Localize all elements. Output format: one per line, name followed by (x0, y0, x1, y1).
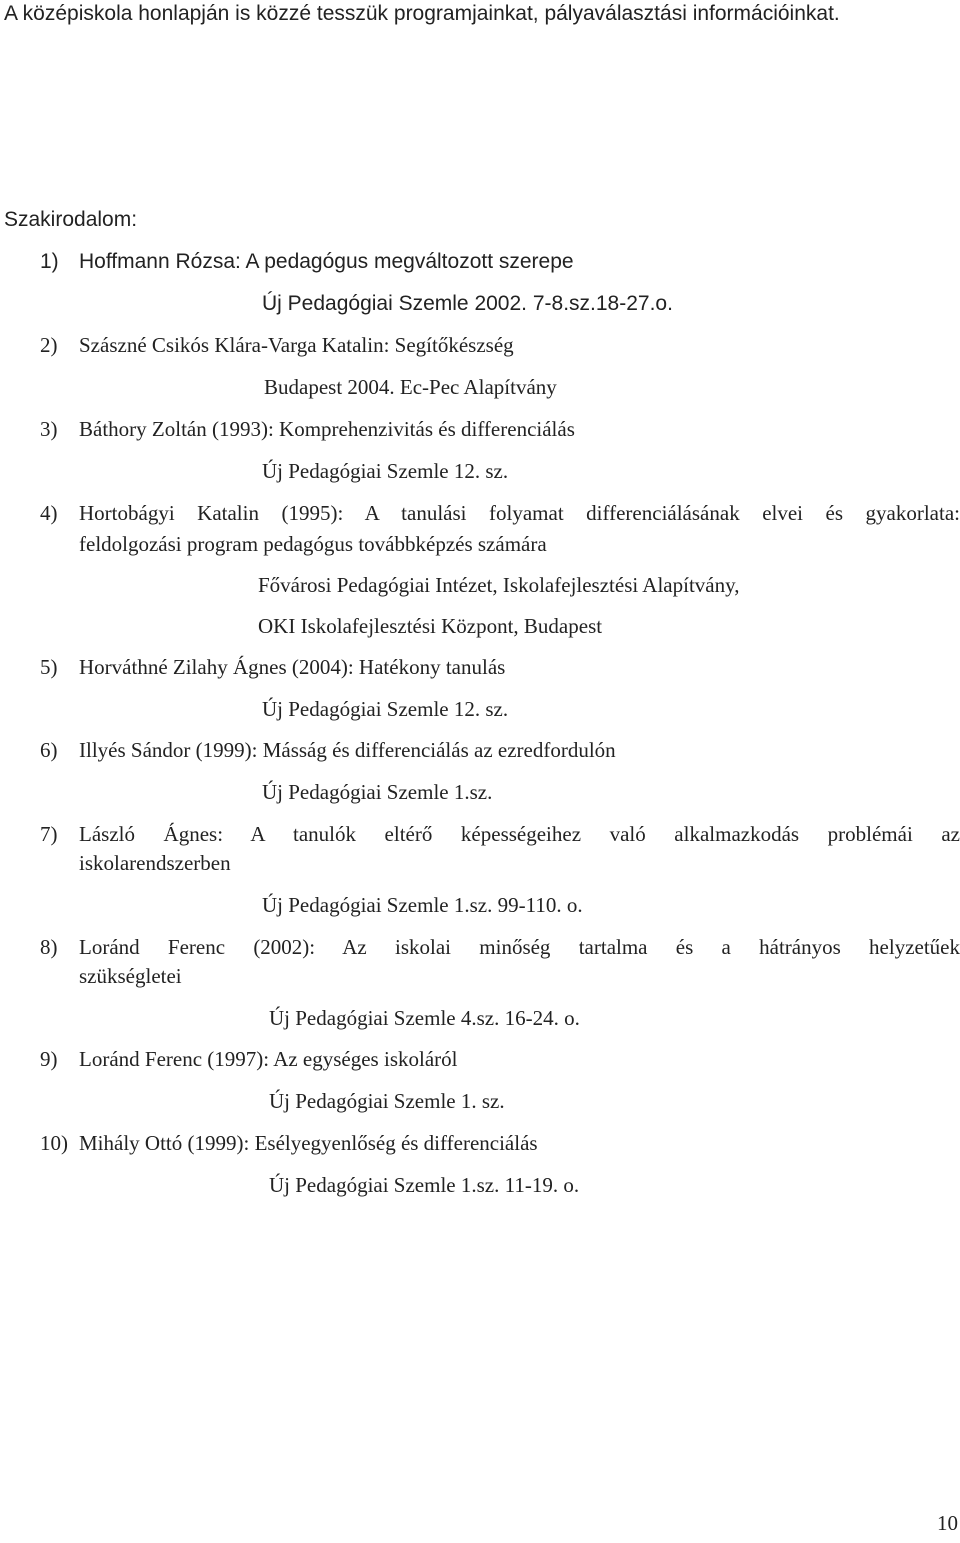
item-number: 7) (40, 822, 58, 846)
item-number: 2) (40, 333, 58, 357)
item-number: 3) (40, 417, 58, 441)
item-number: 4) (40, 501, 58, 525)
item-number: 6) (40, 738, 58, 762)
item-title: László Ágnes: A tanulók eltérő képességeihez való alkalmazkodás problémái az (79, 822, 960, 846)
item-title: Szászné Csikós Klára-Varga Katalin: Segítőkészség (79, 333, 514, 357)
item-title: Hoffmann Rózsa: A pedagógus megváltozott szerepe (79, 250, 574, 273)
item-title: Horváthné Zilahy Ágnes (2004): Hatékony tanulás (79, 655, 506, 679)
item-number: 1) (40, 250, 59, 273)
item-title: Hortobágyi Katalin (1995): A tanulási folyamat differenciálásának elvei és gyakorlata: (79, 501, 960, 525)
item-number: 5) (40, 655, 58, 679)
bibliography-heading: Szakirodalom: (4, 208, 138, 231)
item-number: 9) (40, 1047, 58, 1071)
intro-text: A középiskola honlapján is közzé tesszük programjainkat, pályaválasztási információinkat. (4, 2, 840, 25)
item-number: 8) (40, 935, 58, 959)
item-title: Báthory Zoltán (1993): Komprehenzivitás és differenciálás (79, 417, 575, 441)
item-title: Illyés Sándor (1999): Másság és differenciálás az ezredfordulón (79, 738, 616, 762)
item-title: Mihály Ottó (1999): Esélyegyenlőség és differenciálás (79, 1131, 538, 1155)
item-title: Loránd Ferenc (2002): Az iskolai minőség tartalma és a hátrányos helyzetűek (79, 935, 960, 959)
page-number: 10 (937, 1511, 958, 1535)
item-title: Loránd Ferenc (1997): Az egységes iskoláról (79, 1047, 458, 1071)
item-number: 10) (40, 1131, 68, 1155)
